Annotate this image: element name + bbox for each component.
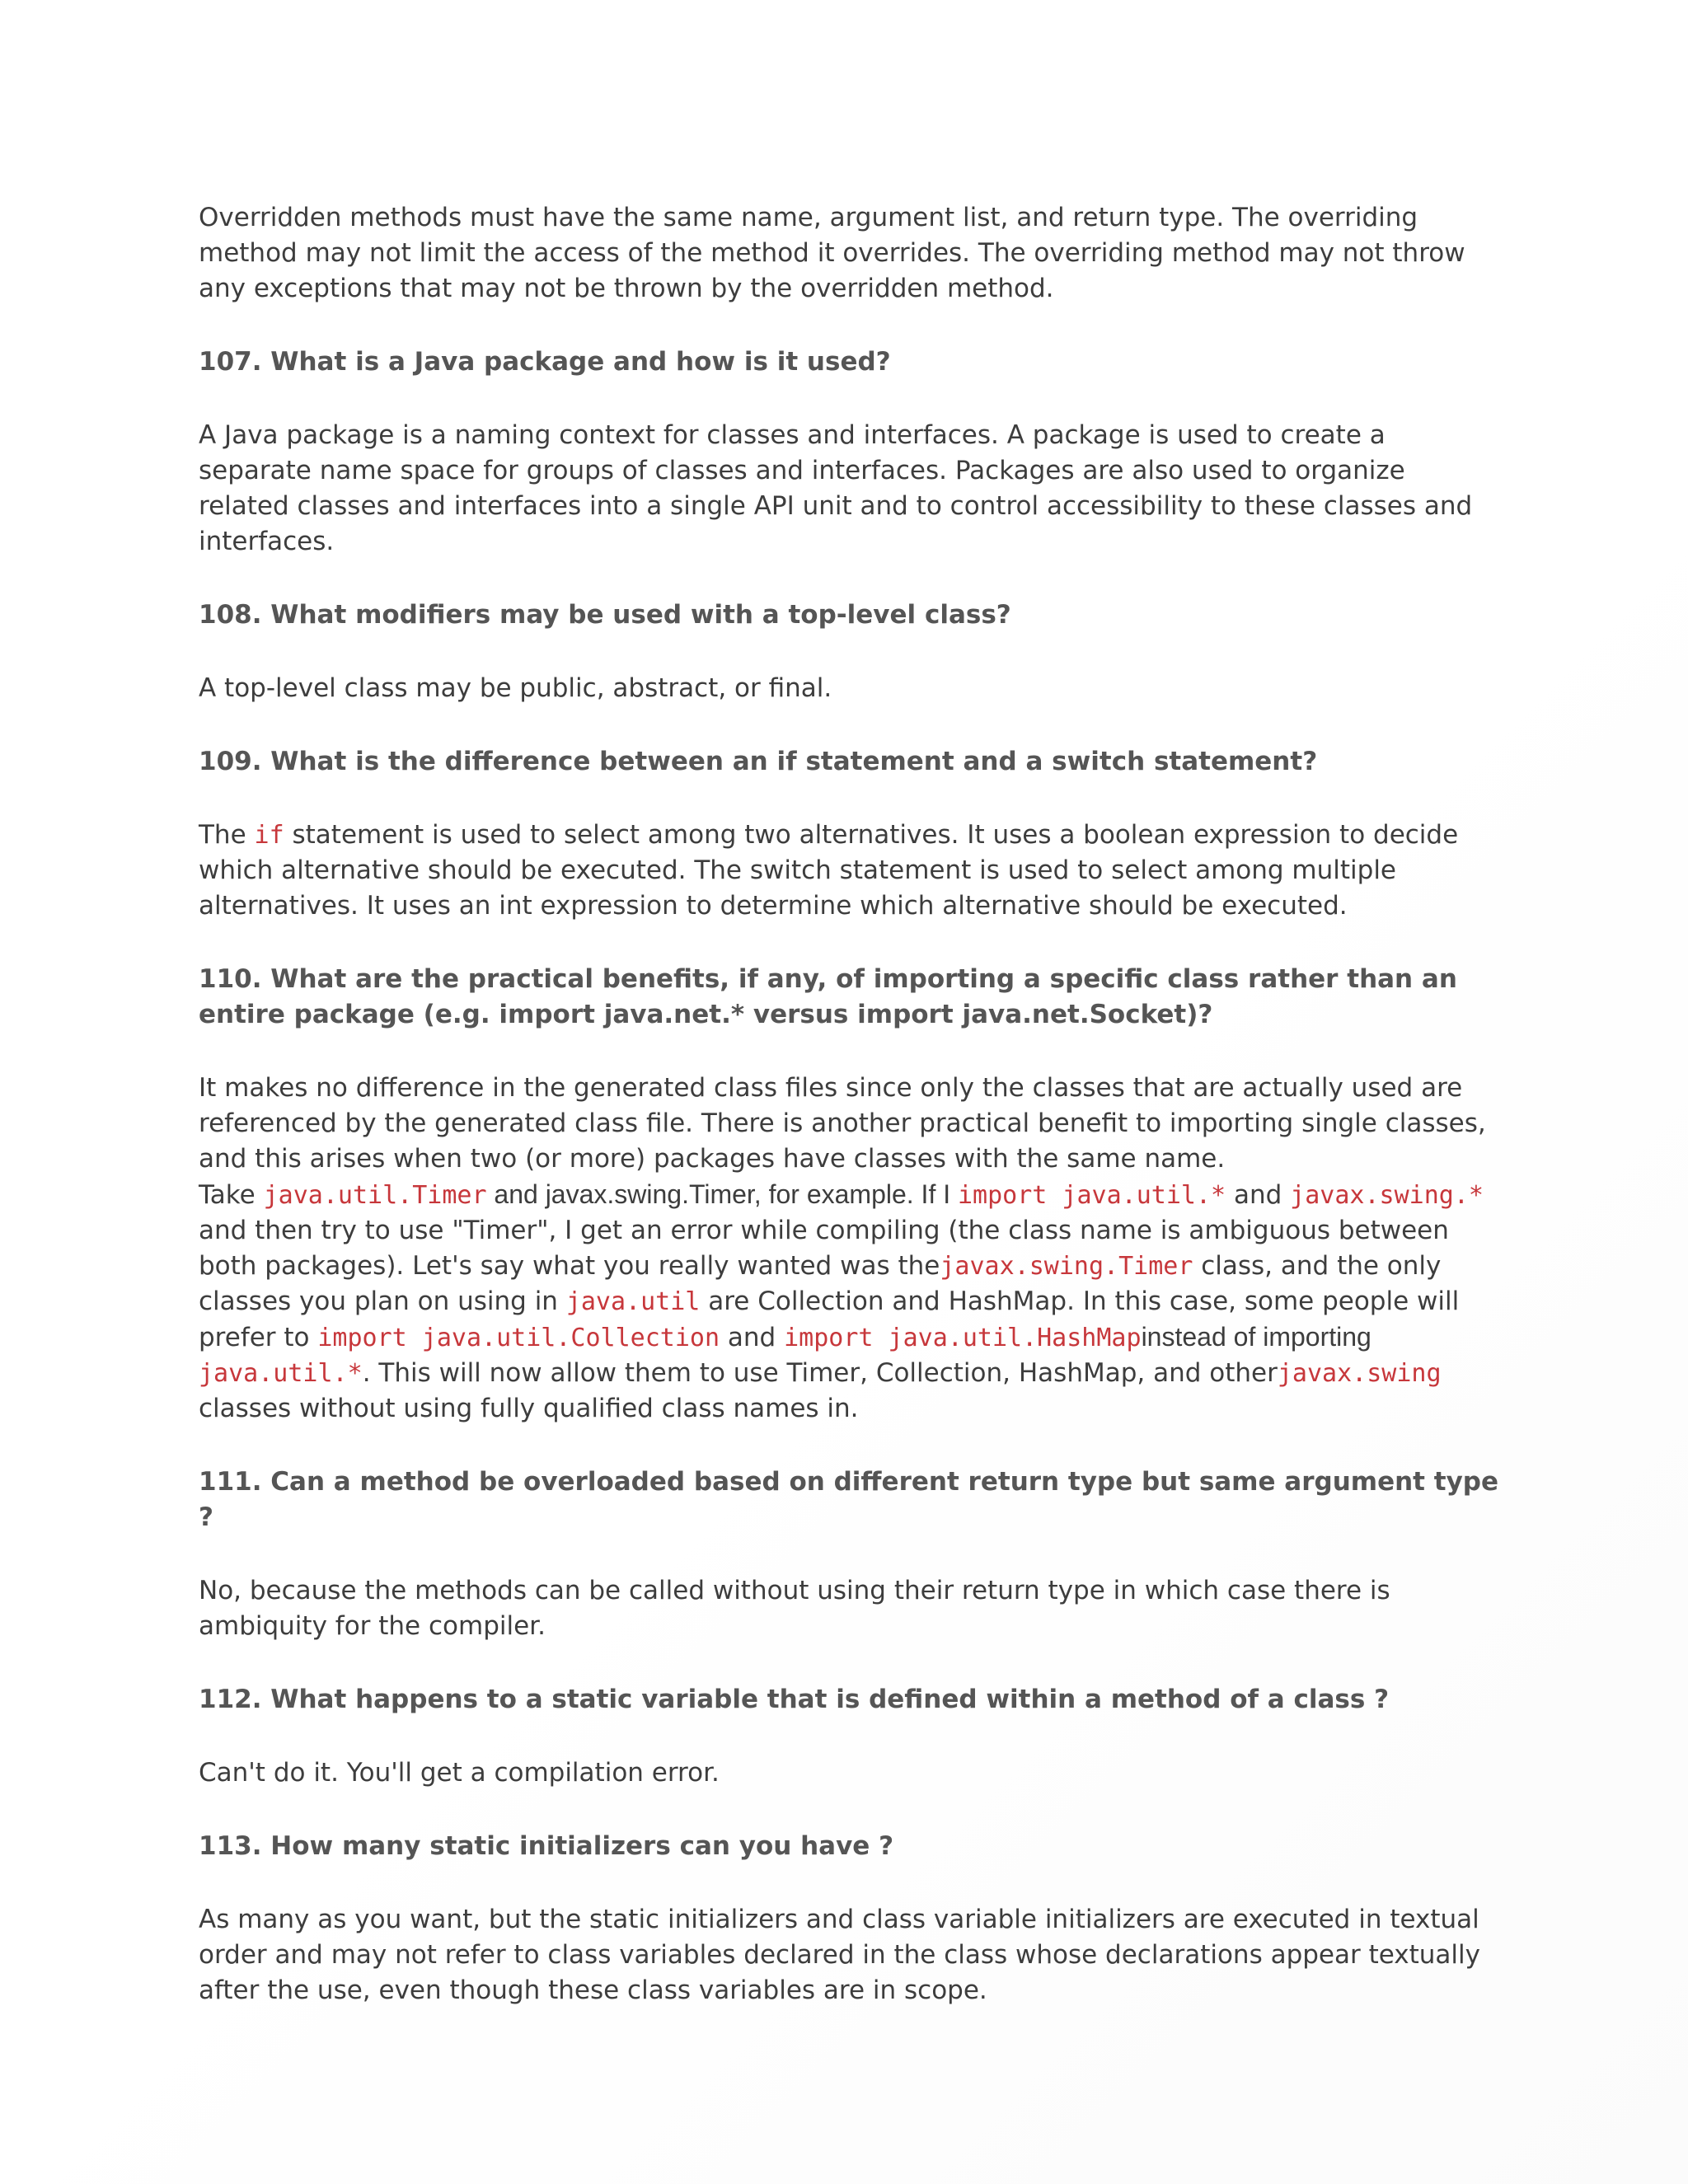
code-java-util: java.util <box>565 1287 701 1316</box>
question-108: 108. What modifiers may be used with a top-level class? <box>199 600 1011 630</box>
answer-109-text-post: statement is used to select among two alternatives. It uses a boolean expression to decide which alternative should be executed. The switch statement is used to select among multiple alternatives. It uses an int expression to determine which alternative should be executed. <box>199 820 1459 921</box>
answer-107: A Java package is a naming context for classes and interfaces. A package is used to create a separate name space for groups of classes and interfaces. Packages are also used to organize related classes and interfaces into a single API unit and to control accessibility to these classes and interfaces. <box>199 420 1473 556</box>
question-107: 107. What is a Java package and how is it used? <box>199 347 891 377</box>
answer-111: No, because the methods can be called without using their return type in which case there is ambiquity for the compiler. <box>199 1576 1390 1641</box>
only-classes-text: class, and the only classes you plan on using in <box>199 1251 1442 1316</box>
instead-of-text: instead of importing <box>1141 1322 1372 1352</box>
question-112: 112. What happens to a static variable that is defined within a method of a class ? <box>199 1685 1390 1714</box>
code-java-util-star: java.util.* <box>199 1359 363 1388</box>
are-collection-text: are Collection and HashMap. In this case, some people will prefer to <box>199 1286 1460 1352</box>
answer-112: Can't do it. You'll get a compilation error. <box>199 1758 720 1788</box>
intro-paragraph: Overridden methods must have the same name, argument list, and return type. The overriding method may not limit the access of the method it overrides. The overriding method may not throw any exceptions that may not be thrown by the overridden method. <box>199 203 1465 303</box>
question-109: 109. What is the difference between an if statement and a switch statement? <box>199 747 1318 776</box>
code-javax-swing-star: javax.swing.* <box>1290 1181 1484 1210</box>
question-113: 113. How many static initializers can you have ? <box>199 1831 894 1861</box>
and-text-2: and <box>720 1323 785 1352</box>
and-text-1: and <box>1226 1180 1291 1210</box>
answer-109-text-pre: The <box>199 820 255 850</box>
question-111: 111. Can a method be overloaded based on different return type but same argument type ? <box>199 1467 1499 1532</box>
code-javax-swing-timer: javax.swing.Timer <box>940 1252 1193 1281</box>
code-import-hashmap: import java.util.HashMap <box>784 1324 1142 1352</box>
then-try-text: and then try to use "Timer", I get an error while compiling (the class name is ambiguous between both packages). Let's say what you really wanted was the <box>199 1216 1449 1281</box>
take-text: Take <box>199 1180 264 1210</box>
code-if: if <box>254 821 284 850</box>
code-import-collection: import java.util.Collection <box>317 1324 720 1352</box>
document-body <box>199 200 1501 2008</box>
swing-timer-text: and javax.swing.Timer, for example. If I <box>486 1179 958 1209</box>
code-javax-swing: javax.swing <box>1277 1359 1442 1388</box>
answer-110-paragraph-1: It makes no difference in the generated class files since only the classes that are actually used are referenced by the generated class file. There is another practical benefit to importing single classes, and this arises when two (or more) packages have classes with the same name. <box>199 1073 1486 1174</box>
period-text: . <box>362 1358 371 1388</box>
code-import-java-util-star: import java.util.* <box>958 1181 1226 1210</box>
classes-without-text: classes without using fully qualified class names in. <box>199 1394 859 1423</box>
allow-text: This will now allow them to use Timer, Collection, HashMap, and other <box>378 1358 1278 1388</box>
answer-110-paragraph-2 <box>199 1177 1501 1427</box>
answer-109 <box>199 818 1501 924</box>
answer-108: A top-level class may be public, abstract, or final. <box>199 673 832 703</box>
code-java-util-timer: java.util.Timer <box>263 1181 487 1210</box>
question-110: 110. What are the practical benefits, if any, of importing a specific class rather than an entire package (e.g. import java.net.* versus import java.net.Socket)? <box>199 964 1457 1029</box>
answer-113: As many as you want, but the static initializers and class variable initializers are executed in textual order and may not refer to class variables declared in the class whose declarations appear textually after the use, even though these class variables are in scope. <box>199 1905 1480 2005</box>
